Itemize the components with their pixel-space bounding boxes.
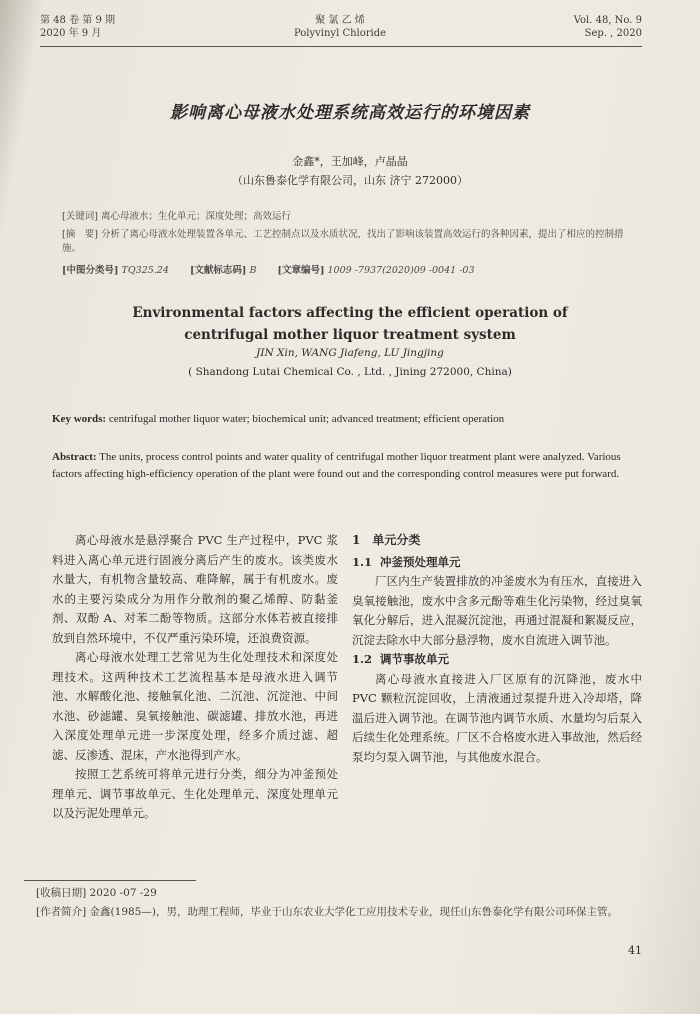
section-1-2-paragraph: 离心母液水直接进入厂区原有的沉降池，废水中 PVC 颗粒沉淀回收，上清液通过泵提升进入冷却塔，降温后进入调节池。在调节池内调节水质、水量均匀后泵入后续生化处理系统。厂区不合格废水进入事故池，然后经泵均匀泵入调节池，与其他废水混合。 — [352, 671, 642, 764]
body-paragraph-1: 离心母液水是悬浮聚合 PVC 生产过程中，PVC 浆料进入离心单元进行固液分离后产生的废水。该类废水水量大，有机物含量较高、难降解，属于有机废水。废水的主要污染成分为用作分散剂的聚乙烯醇、防黏釜剂、双酚 A、对苯二酚等物质。这部分水体若被直接排放到自然环境中，不仅严重污染环境，还浪费资源。 — [52, 533, 338, 645]
header-journal-name — [250, 14, 430, 40]
clc-label: [中图分类号] — [62, 265, 119, 276]
affiliation-cn: （山东鲁泰化学有限公司，山东 济宁 272000） — [232, 174, 468, 187]
header-volume-en — [480, 14, 642, 40]
title-en-line1: Environmental factors affecting the efficient operation of — [132, 305, 568, 321]
abstract-cn-label: [摘 要] — [62, 229, 98, 240]
article-number-label: [文章编号] — [277, 265, 325, 276]
abstract-en-label: Abstract: — [52, 451, 97, 463]
section-1-1-paragraph: 厂区内生产装置排放的冲釜废水为有压水，直接进入臭氧接触池，废水中含多元酚等难生化污染物，经过臭氧氧化分解后，进入混凝沉淀池，再通过混凝和絮凝反应，沉淀去除水中大部分悬浮物，废水自流进入调节池。 — [352, 574, 642, 647]
abstract-en — [52, 449, 628, 483]
abstract-en-text: The units, process control points and water quality of centrifugal mother liquor treatment plant were analyzed. Various factors affecting high-efficiency operation of the plant were found out and the corresponding control measures were put forward. — [52, 451, 621, 480]
authors-en: JIN Xin, WANG Jiafeng, LU Jingjing — [256, 347, 444, 359]
abstract-cn — [62, 228, 632, 256]
doc-code — [190, 265, 257, 276]
footnote-rule — [24, 880, 196, 881]
title-en-line2: centrifugal mother liquor treatment system — [184, 327, 516, 343]
body-paragraph-2: 离心母液水处理工艺常见为生化处理技术和深度处理技术。这两种技术工艺流程基本是母液水进入调节池、水解酸化池、接触氧化池、二沉池、沉淀池、中间水池、砂滤罐、臭氧接触池、碳滤罐、排放水池，再进入深度处理单元进一步深度处理，经多介质过滤、超滤、反渗透、混床，产水池得到产水。 — [52, 650, 338, 762]
body-paragraph-3: 按照工艺系统可将单元进行分类，细分为冲釜预处理单元、调节事故单元、生化处理单元、深度处理单元以及污泥处理单元。 — [52, 767, 338, 820]
received-date-value: 2020 -07 -29 — [89, 887, 157, 899]
section-heading-1-2-text: 调节事故单元 — [380, 652, 449, 666]
author-bio-label: [作者简介] — [36, 906, 87, 918]
header-volume-issue — [40, 14, 115, 40]
header-left-line2: 2020 年 9 月 — [40, 28, 102, 39]
article-number-value: 1009 -7937(2020)09 -0041 -03 — [327, 265, 475, 276]
affiliation-en: ( Shandong Lutai Chemical Co. , Ltd. , Jining 272000, China) — [188, 366, 512, 378]
author-bio-text: 金鑫(1985—)，男，助理工程师，毕业于山东农业大学化工应用技术专业，现任山东鲁泰化学有限公司环保主管。 — [89, 906, 618, 918]
keywords-en — [52, 411, 628, 428]
page-number: 41 — [628, 944, 642, 957]
header-right-line1: Vol. 48, No. 9 — [573, 15, 642, 26]
header-rule — [40, 46, 642, 47]
header-right-line2: Sep. , 2020 — [584, 28, 642, 39]
header-center-line2: Polyvinyl Chloride — [293, 28, 387, 39]
title-en — [0, 302, 700, 346]
article-number — [277, 265, 474, 276]
title-cn: 影响离心母液水处理系统高效运行的环境因素 — [170, 103, 530, 123]
authors-cn: 金鑫*，王加峰，卢晶晶 — [292, 155, 408, 168]
keywords-en-text: centrifugal mother liquor water; biochemical unit; advanced treatment; efficient operation — [108, 413, 505, 425]
header-center-line1: 聚 氯 乙 烯 — [315, 15, 365, 26]
section-heading-1-2 — [352, 650, 642, 670]
classification-line — [62, 264, 642, 278]
section-heading-1: 1 单元分类 — [352, 533, 421, 547]
author-bio — [36, 903, 646, 921]
keywords-cn-text: 离心母液水；生化单元；深度处理；高效运行 — [100, 211, 291, 222]
keywords-cn-label: [关键词] — [62, 211, 98, 222]
received-date-label: [收稿日期] — [36, 887, 87, 899]
body-right-column — [352, 531, 642, 767]
header-left-line1: 第 48 卷 第 9 期 — [40, 15, 115, 26]
abstract-cn-text: 分析了离心母液水处理装置各单元、工艺控制点以及水质状况，找出了影响该装置高效运行的各种因素，提出了相应的控制措施。 — [62, 229, 624, 254]
keywords-cn — [62, 210, 642, 224]
section-heading-1-1-number: 1.1 — [352, 554, 373, 569]
received-date — [36, 884, 636, 902]
section-heading-1-1-text: 冲釜预处理单元 — [380, 554, 461, 569]
keywords-en-label: Key words: — [52, 413, 107, 425]
doc-code-value: B — [249, 265, 257, 276]
section-heading-1-2-number: 1.2 — [352, 652, 373, 666]
body-left-column — [52, 531, 338, 824]
clc — [62, 265, 169, 276]
doc-code-label: [文献标志码] — [189, 265, 247, 276]
clc-value: TQ325.24 — [121, 265, 169, 276]
section-heading-1-1 — [352, 553, 642, 573]
